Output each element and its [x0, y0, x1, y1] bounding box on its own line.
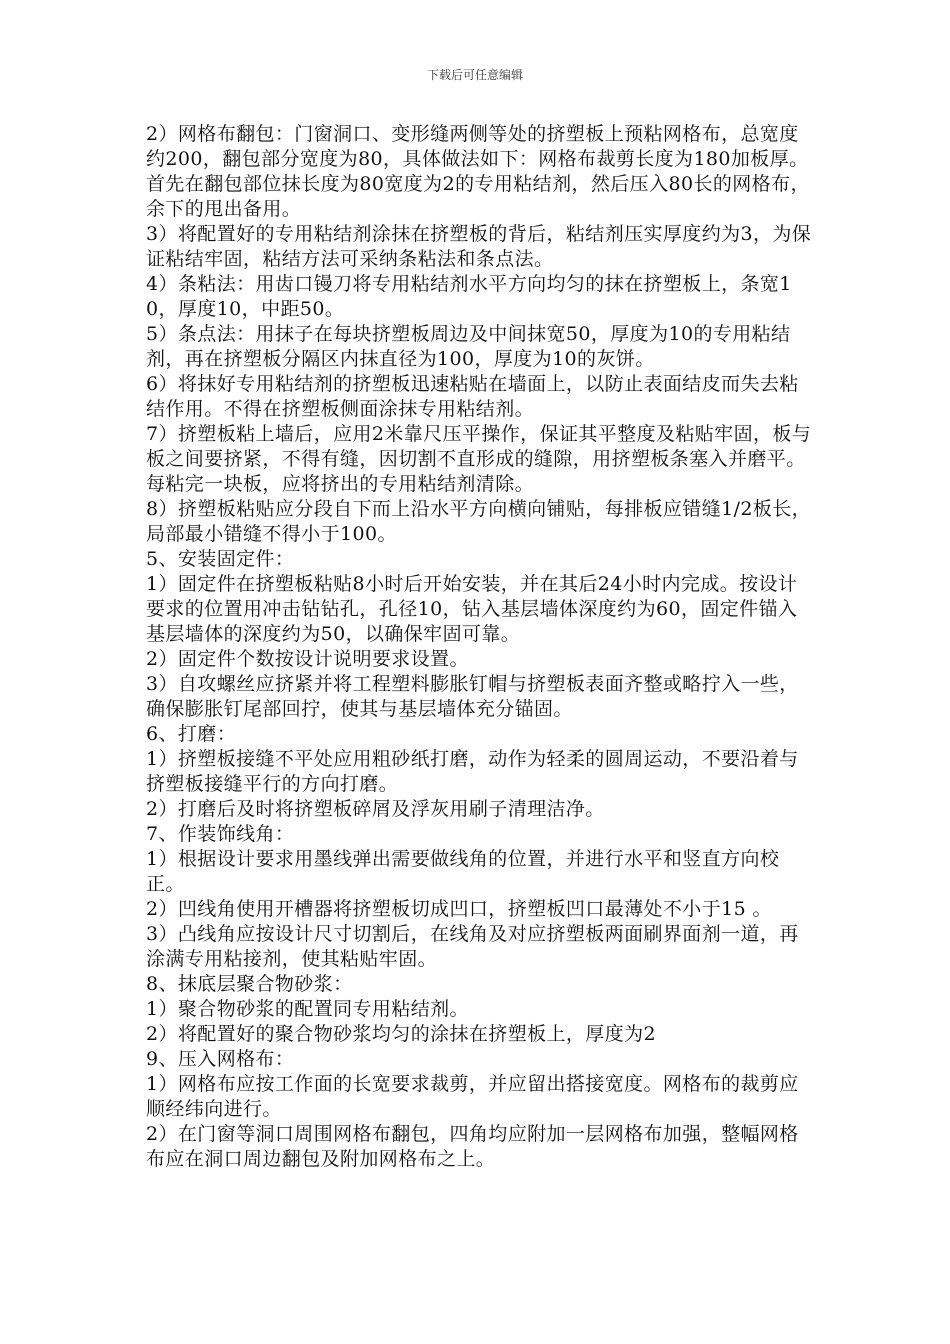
section-heading: 5、安装固定件： [146, 548, 295, 570]
paragraph: 3）将配置好的专用粘结剂涂抹在挤塑板的背后，粘结剂压实厚度约为3，为保证粘结牢固，粘结方法可采纳条粘法和条点法。 [146, 223, 812, 270]
paragraph: 2）在门窗等洞口周围网格布翻包，四角均应附加一层网格布加强，整幅网格布应在洞口周边翻包及附加网格布之上。 [146, 1123, 799, 1170]
section-heading: 8、抹底层聚合物砂浆： [146, 973, 353, 995]
section-heading: 9、压入网格布： [146, 1048, 295, 1070]
paragraph: 1）聚合物砂浆的配置同专用粘结剂。 [146, 998, 469, 1020]
paragraph: 3）自攻螺丝应挤紧并将工程塑料膨胀钉帽与挤塑板表面齐整或略拧入一些，确保膨胀钉尾部回拧，使其与基层墙体充分锚固。 [146, 673, 799, 720]
paragraph: 1）网格布应按工作面的长宽要求裁剪，并应留出搭接宽度。网格布的裁剪应顺经纬向进行。 [146, 1073, 799, 1120]
document-body [146, 122, 816, 1172]
paragraph: 8）挤塑板粘贴应分段自下而上沿水平方向横向铺贴，每排板应错缝1/2板长，局部最小错缝不得小于100。 [146, 498, 812, 545]
paragraph: 1）挤塑板接缝不平处应用粗砂纸打磨，动作为轻柔的圆周运动，不要沿着与挤塑板接缝平行的方向打磨。 [146, 748, 799, 795]
paragraph: 5）条点法：用抹子在每块挤塑板周边及中间抹宽50，厚度为10的专用粘结剂，再在挤塑板分隔区内抹直径为100，厚度为10的灰饼。 [146, 323, 791, 370]
paragraph: 1）固定件在挤塑板粘贴8小时后开始安装，并在其后24小时内完成。按设计要求的位置用冲击钻钻孔，孔径10，钻入基层墙体深度约为60，固定件锚入基层墙体的深度约为50，以确保牢固可靠。 [146, 573, 798, 645]
paragraph: 2）将配置好的聚合物砂浆均匀的涂抹在挤塑板上，厚度为2 [146, 1023, 656, 1045]
paragraph: 2）网格布翻包：门窗洞口、变形缝两侧等处的挤塑板上预粘网格布，总宽度约200，翻包部分宽度为80，具体做法如下：网格布裁剪长度为180加板厚。首先在翻包部位抹长度为80宽度为2的专用粘结剂，然后压入80长的网格布，余下的甩出备用。 [146, 123, 810, 220]
paragraph: 3）凸线角应按设计尺寸切割后，在线角及对应挤塑板两面刷界面剂一道，再涂满专用粘接剂，使其粘贴牢固。 [146, 923, 799, 970]
paragraph: 7）挤塑板粘上墙后，应用2米靠尺压平操作，保证其平整度及粘贴牢固，板与板之间要挤紧，不得有缝，因切割不直形成的缝隙，用挤塑板条塞入并磨平。每粘完一块板，应将挤出的专用粘结剂清除。 [146, 423, 812, 495]
paragraph: 2）凹线角使用开槽器将挤塑板切成凹口，挤塑板凹口最薄处不小于15 。 [146, 898, 772, 920]
page-header-note: 下载后可任意编辑 [426, 68, 523, 82]
section-heading: 7、作装饰线角： [146, 823, 295, 845]
paragraph: 2）打磨后及时将挤塑板碎屑及浮灰用刷子清理洁净。 [146, 798, 605, 820]
section-heading: 6、打磨： [146, 723, 237, 745]
paragraph: 6）将抹好专用粘结剂的挤塑板迅速粘贴在墙面上，以防止表面结皮而失去粘结作用。不得在挤塑板侧面涂抹专用粘结剂。 [146, 373, 799, 420]
paragraph: 4）条粘法：用齿口镘刀将专用粘结剂水平方向均匀的抹在挤塑板上，条宽10，厚度10，中距50。 [146, 273, 792, 320]
paragraph: 1）根据设计要求用墨线弹出需要做线角的位置，并进行水平和竖直方向校正。 [146, 848, 780, 895]
paragraph: 2）固定件个数按设计说明要求设置。 [146, 648, 469, 670]
